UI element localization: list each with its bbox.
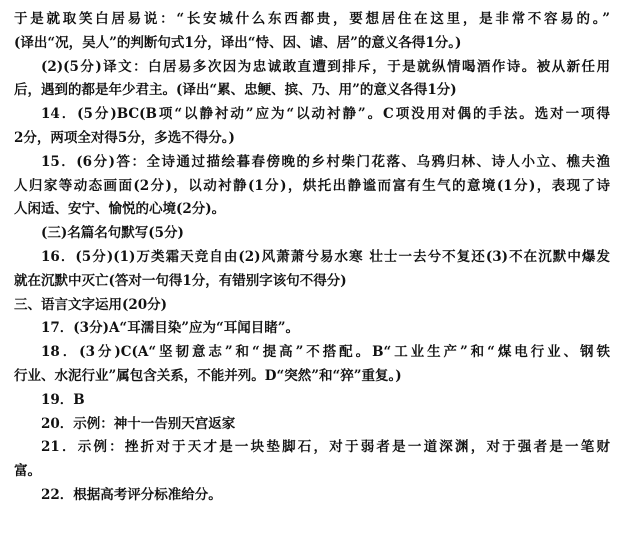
text-line: 17．(3分)A“耳濡目染”应为“耳闻目睹”。 bbox=[41, 320, 299, 337]
text-line: 于是就取笑白居易说：“长安城什么东西都贵，要想居住在这里，是非常不容易的。” bbox=[14, 11, 610, 27]
text-line: 人归家等动态画面(2分)，以动衬静(1分)，烘托出静谧而富有生气的意境(1分)，表现了诗 bbox=[14, 177, 610, 194]
text-line: 行业、水泥行业”属包含关系，不能并列。D“突然”和“猝”重复。) bbox=[14, 367, 402, 384]
text-line: (2)(5分)译文：白居易多次因为忠诚敢直遭到排斥，于是就纵情喝酒作诗。被从新任用 bbox=[41, 58, 610, 75]
text-line: 三、语言文字运用(20分) bbox=[14, 296, 168, 313]
text-line: 19．B bbox=[41, 391, 85, 408]
text-line: 20．示例：神十一告别天宫返家 bbox=[41, 415, 236, 432]
text-line: 18．(3分)C(A“坚韧意志”和“提高”不搭配。B“工业生产”和“煤电行业、钢铁 bbox=[41, 344, 610, 361]
text-line: 富。 bbox=[14, 463, 41, 480]
answer-text-body bbox=[14, 8, 610, 508]
text-line: 15．(6分)答：全诗通过描绘暮春傍晚的乡村柴门花落、乌鸦归林、诗人小立、樵夫渔 bbox=[41, 153, 610, 170]
text-line: (三)名篇名句默写(5分) bbox=[41, 225, 184, 242]
text-line: 22．根据高考评分标准给分。 bbox=[41, 486, 222, 503]
text-line: 16．(5分)(1)万类霜天竞自由(2)风萧萧兮易水寒 壮士一去兮不复还(3)不在沉默中爆发 bbox=[41, 248, 610, 265]
text-line: 后，遇到的都是年少君主。(译出“累、忠鲠、摈、乃、用”的意义各得1分) bbox=[14, 82, 457, 99]
text-line: 人闲适、安宁、愉悦的心境(2分)。 bbox=[14, 201, 226, 218]
text-line: 就在沉默中灭亡(答对一句得1分，有错别字该句不得分) bbox=[14, 272, 347, 289]
text-line: (译出“况，吴人”的判断句式1分，译出“恃、因、谑、居”的意义各得1分。) bbox=[14, 34, 462, 51]
text-line: 21．示例：挫折对于天才是一块垫脚石，对于弱者是一道深渊，对于强者是一笔财 bbox=[41, 439, 610, 456]
text-line: 14．(5分)BC(B项“以静衬动”应为“以动衬静”。C项没用对偶的手法。选对一项得 bbox=[41, 106, 610, 123]
text-line: 2分，两项全对得5分，多选不得分。) bbox=[14, 129, 235, 146]
